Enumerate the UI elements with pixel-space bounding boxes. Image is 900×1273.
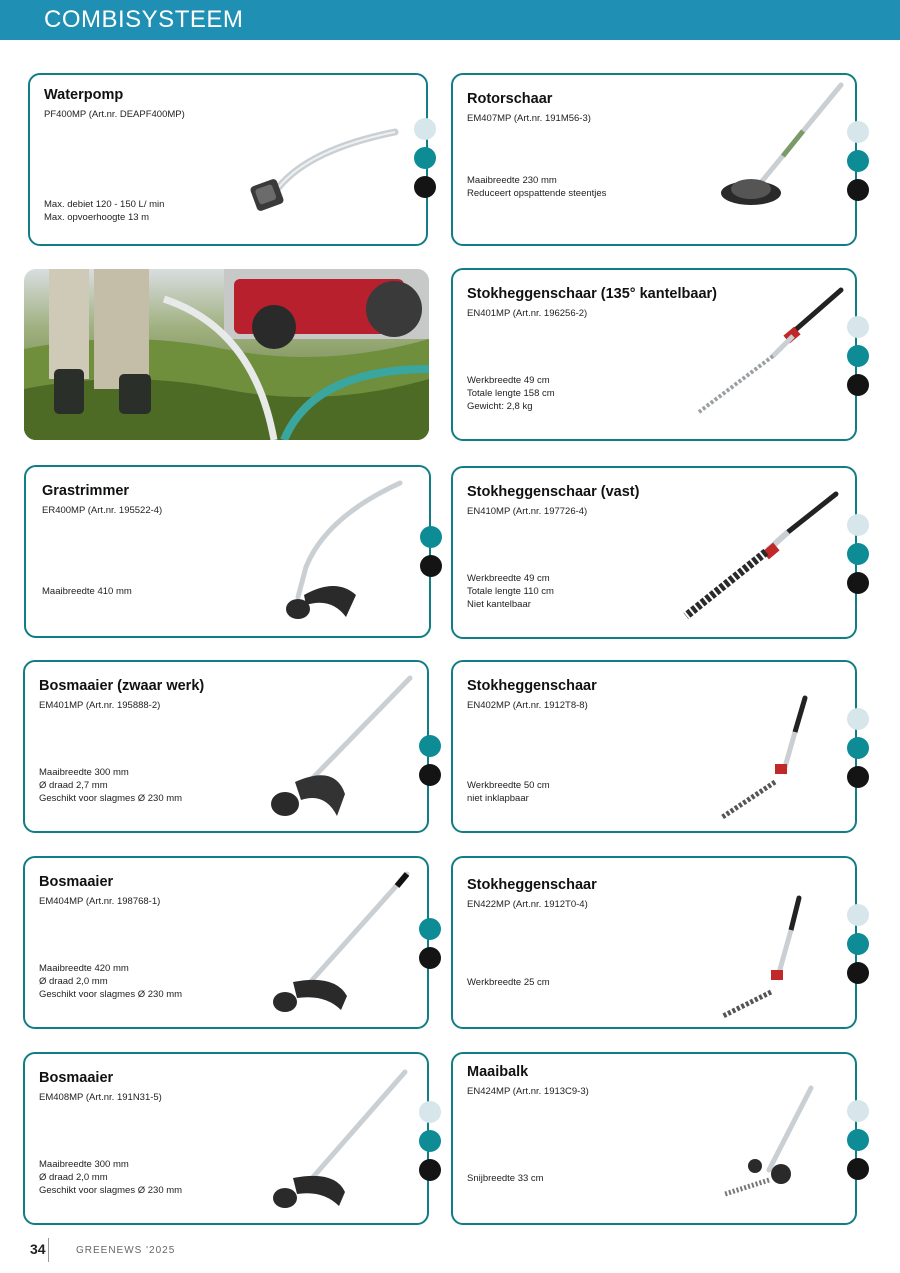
spec-line: Niet kantelbaar <box>467 599 531 610</box>
product-article: EM407MP (Art.nr. 191M56-3) <box>467 113 591 124</box>
product-name: Stokheggenschaar (vast) <box>467 484 640 500</box>
rotor-cutter-image <box>713 81 848 211</box>
color-dot-black <box>847 1158 869 1180</box>
color-dot-teal <box>847 543 869 565</box>
product-card-bosmaaier-em408 <box>23 1052 429 1225</box>
hedge-trimmer-compact-image <box>715 892 805 1027</box>
color-dot-teal <box>414 147 436 169</box>
color-dot-black <box>847 962 869 984</box>
color-dot-black <box>419 1159 441 1181</box>
product-article: EN422MP (Art.nr. 1912T0-4) <box>467 899 588 910</box>
color-dot-teal <box>847 933 869 955</box>
water-pump-image <box>245 120 405 220</box>
product-card-grastrimmer <box>24 465 431 638</box>
product-name: Bosmaaier (zwaar werk) <box>39 678 205 694</box>
product-specs <box>44 198 164 224</box>
color-dot-light <box>847 121 869 143</box>
spec-line: Ø draad 2,7 mm <box>39 780 108 791</box>
spec-line: Ø draad 2,0 mm <box>39 1172 108 1183</box>
product-specs <box>467 976 550 989</box>
product-name: Stokheggenschaar <box>467 877 597 893</box>
product-article: EN401MP (Art.nr. 196256-2) <box>467 308 588 319</box>
spec-line: Geschikt voor slagmes Ø 230 mm <box>39 989 183 1000</box>
product-name: Waterpomp <box>44 87 124 103</box>
hedge-trimmer-short-image <box>713 692 813 827</box>
product-article: EN424MP (Art.nr. 1913C9-3) <box>467 1086 589 1097</box>
color-dot-teal <box>419 918 441 940</box>
product-article: EN410MP (Art.nr. 197726-4) <box>467 506 588 517</box>
product-card-stokheggenschaar-135 <box>451 268 857 441</box>
spec-line: Max. debiet 120 - 150 L/ min <box>44 199 165 210</box>
product-article: EM404MP (Art.nr. 198768-1) <box>39 896 161 907</box>
product-specs <box>39 766 182 805</box>
color-dot-black <box>847 374 869 396</box>
product-article: EM408MP (Art.nr. 191N31-5) <box>39 1092 162 1103</box>
spec-line: Maaibreedte 410 mm <box>42 586 132 597</box>
color-dot-teal <box>419 735 441 757</box>
product-name: Stokheggenschaar <box>467 678 597 694</box>
spec-line: Gewicht: 2,8 kg <box>467 401 533 412</box>
color-dot-black <box>414 176 436 198</box>
color-dot-teal <box>847 1129 869 1151</box>
page-number: 34 <box>30 1241 46 1257</box>
spec-line: niet inklapbaar <box>467 793 529 804</box>
color-dot-light <box>414 118 436 140</box>
spec-line: Werkbreedte 49 cm <box>467 375 550 386</box>
product-specs <box>467 374 555 413</box>
product-specs <box>39 1158 182 1197</box>
spec-line: Totale lengte 110 cm <box>467 586 554 597</box>
color-dot-teal <box>420 526 442 548</box>
product-name: Maaibalk <box>467 1064 529 1080</box>
gardener-photo <box>24 269 429 440</box>
product-name: Stokheggenschaar (135° kantelbaar) <box>467 286 717 302</box>
spec-line: Reduceert opspattende steentjes <box>467 188 607 199</box>
brush-cutter-heavy-image <box>265 674 415 824</box>
color-dot-black <box>847 572 869 594</box>
color-dot-black <box>420 555 442 577</box>
product-specs <box>467 1172 544 1185</box>
sickle-bar-image <box>719 1082 819 1217</box>
product-card-stokheggenschaar-vast <box>451 466 857 639</box>
product-card-stokheggenschaar-en422 <box>451 856 857 1029</box>
product-specs <box>42 585 132 598</box>
product-card-bosmaaier-em404 <box>23 856 429 1029</box>
spec-line: Maaibreedte 230 mm <box>467 175 557 186</box>
spec-line: Ø draad 2,0 mm <box>39 976 108 987</box>
spec-line: Max. opvoerhoogte 13 m <box>44 212 150 223</box>
product-article: EN402MP (Art.nr. 1912T8-8) <box>467 700 588 711</box>
hedge-trimmer-image <box>693 284 848 419</box>
color-dot-black <box>847 766 869 788</box>
product-action-photo <box>24 269 429 440</box>
grass-trimmer-image <box>276 477 406 627</box>
page-title: COMBISYSTEEM <box>44 6 244 33</box>
spec-line: Snijbreedte 33 cm <box>467 1173 544 1184</box>
spec-line: Totale lengte 158 cm <box>467 388 555 399</box>
product-name: Rotorschaar <box>467 91 553 107</box>
product-article: PF400MP (Art.nr. DEAPF400MP) <box>44 109 185 120</box>
product-specs <box>467 779 550 805</box>
spec-line: Werkbreedte 25 cm <box>467 977 550 988</box>
color-dot-teal <box>847 150 869 172</box>
spec-line: Maaibreedte 300 mm <box>39 1159 129 1170</box>
color-dot-light <box>847 316 869 338</box>
spec-line: Geschikt voor slagmes Ø 230 mm <box>39 1185 183 1196</box>
color-dot-light <box>847 904 869 926</box>
brush-cutter-image <box>265 870 415 1020</box>
color-dot-light <box>847 708 869 730</box>
spec-line: Maaibreedte 300 mm <box>39 767 129 778</box>
footer-brand: GREENEWS '2025 <box>76 1245 176 1256</box>
spec-line: Maaibreedte 420 mm <box>39 963 129 974</box>
product-name: Bosmaaier <box>39 874 114 890</box>
footer-divider <box>48 1238 49 1262</box>
product-card-waterpomp <box>28 73 428 246</box>
product-article: ER400MP (Art.nr. 195522-4) <box>42 505 163 516</box>
header-bar <box>0 0 900 40</box>
product-name: Bosmaaier <box>39 1070 114 1086</box>
product-name: Grastrimmer <box>42 483 130 499</box>
product-card-rotorschaar <box>451 73 857 246</box>
color-dot-black <box>847 179 869 201</box>
color-dot-black <box>419 947 441 969</box>
color-dot-light <box>419 1101 441 1123</box>
color-dot-light <box>847 1100 869 1122</box>
color-dot-teal <box>419 1130 441 1152</box>
spec-line: Werkbreedte 49 cm <box>467 573 550 584</box>
product-card-bosmaaier-zwaar <box>23 660 429 833</box>
product-article: EM401MP (Art.nr. 195888-2) <box>39 700 161 711</box>
brush-cutter-image <box>265 1068 415 1216</box>
product-specs <box>39 962 182 1001</box>
product-specs <box>467 572 554 611</box>
color-dot-light <box>847 514 869 536</box>
color-dot-black <box>419 764 441 786</box>
product-card-maaibalk <box>451 1052 857 1225</box>
color-dot-teal <box>847 737 869 759</box>
color-dot-teal <box>847 345 869 367</box>
fixed-hedge-trimmer-image <box>678 488 843 623</box>
product-specs <box>467 174 606 200</box>
spec-line: Geschikt voor slagmes Ø 230 mm <box>39 793 183 804</box>
product-card-stokheggenschaar-en402 <box>451 660 857 833</box>
spec-line: Werkbreedte 50 cm <box>467 780 550 791</box>
